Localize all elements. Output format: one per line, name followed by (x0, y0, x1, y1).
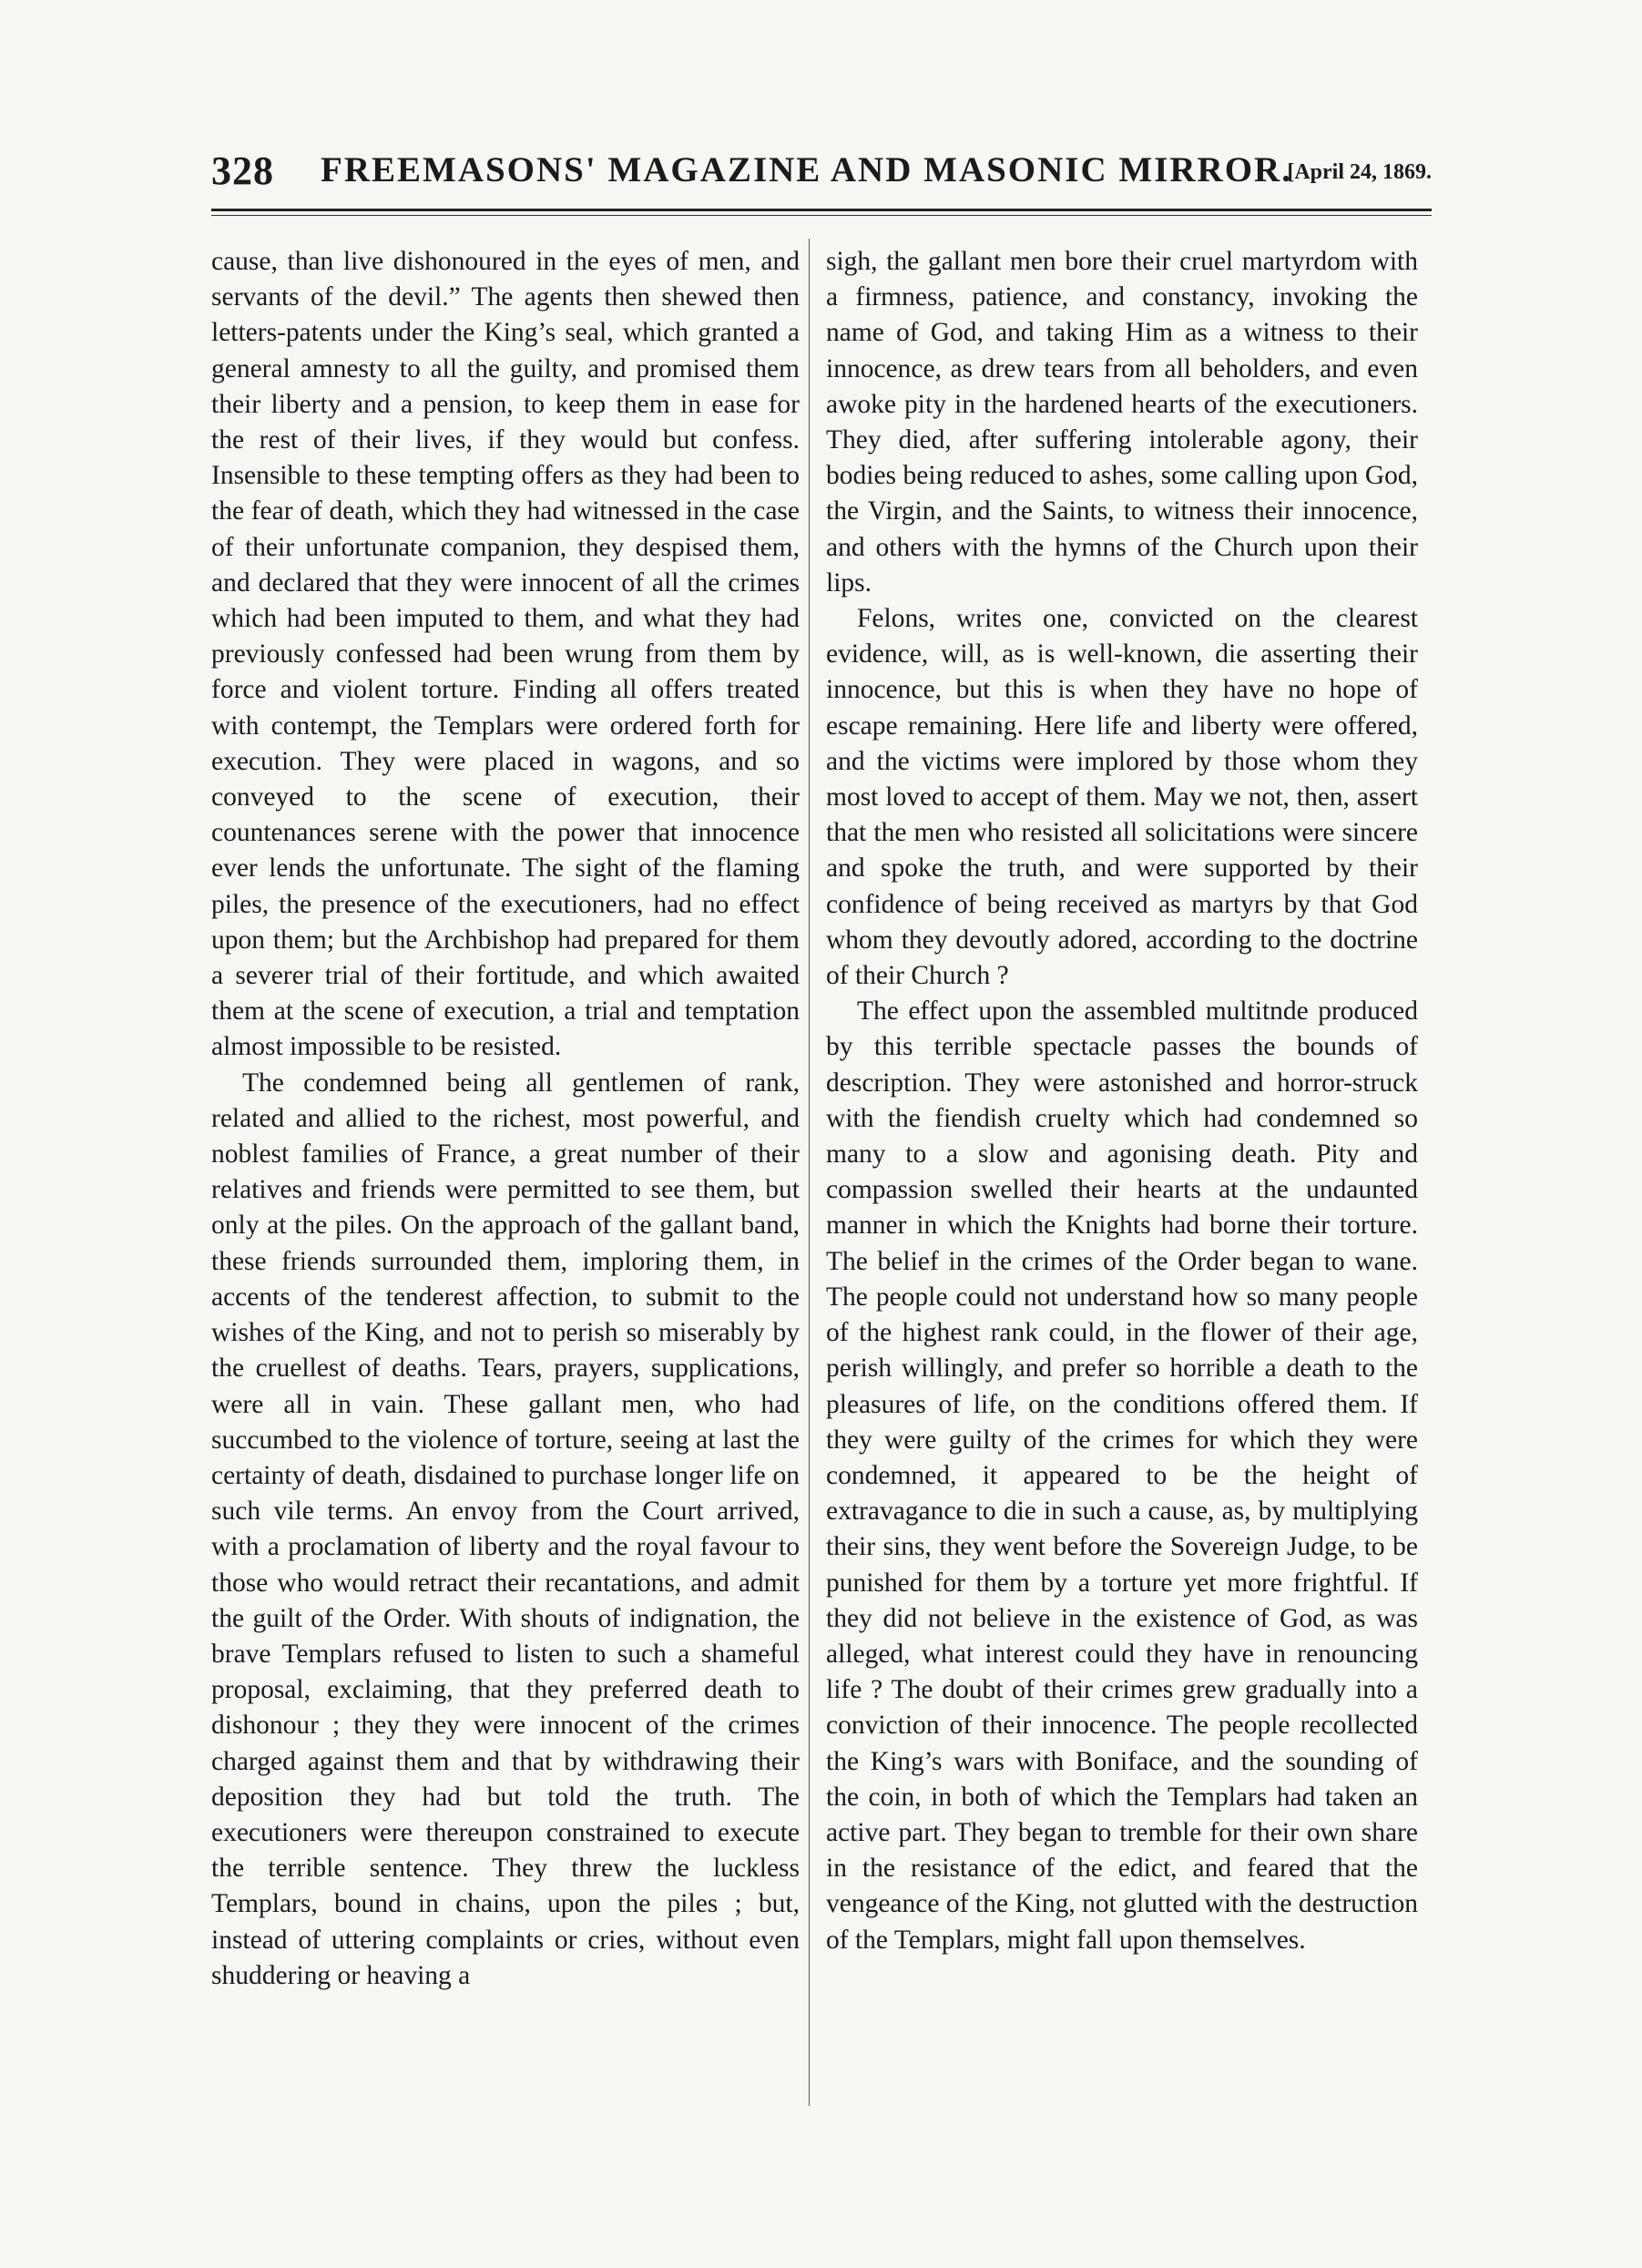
page-header (211, 148, 1432, 199)
left-column (211, 244, 800, 1994)
column-divider (809, 239, 810, 2106)
left-paragraph-1: cause, than live dishonoured in the eyes of men, and servants of the devil.” The agents then shewed then letters-patents under the King’s seal, which granted a general amnesty to all the guilty, and promised them their liberty and a pension, to keep them in ease for the rest of their lives, if they would but confess. Insensible to these tempting offers as they had been to the fear of death, which they had witnessed in the case of their unfortunate companion, they despised them, and declared that they were innocent of all the crimes which had been imputed to them, and what they had previously confessed had been wrung from them by force and violent torture. Finding all offers treated with contempt, the Templars were ordered forth for execution. They were placed in wagons, and so conveyed to the scene of execution, their countenances serene with the power that innocence ever lends the unfortunate. The sight of the flaming piles, the presence of the executioners, had no effect upon them; but the Archbishop had prepared for them a severer trial of their fortitude, and which awaited them at the scene of execution, a trial and temptation almost impossible to be resisted. (211, 247, 800, 1062)
left-paragraph-2: The condemned being all gentlemen of rank, related and allied to the richest, most powerful, and noblest families of France, a great number of their relatives and friends were permitted to see them, but only at the piles. On the approach of the gallant band, these friends surrounded them, imploring them, in accents of the tenderest affection, to submit to the wishes of the King, and not to perish so miserably by the cruellest of deaths. Tears, prayers, supplications, were all in vain. These gallant men, who had succumbed to the violence of torture, seeing at last the certainty of death, disdained to purchase longer life on such vile terms. An envoy from the Court arrived, with a proclamation of liberty and the royal favour to those who would retract their recantations, and admit the guilt of the Order. With shouts of indignation, the brave Templars refused to listen to such a shameful proposal, exclaiming, that they preferred death to dishonour ; they they were innocent of the crimes charged against them and that by withdrawing their deposition they had but told the truth. The executioners were thereupon constrained to execute the terrible sentence. They threw the luckless Templars, bound in chains, upon the piles ; but, instead of uttering complaints or cries, without even shuddering or heaving a (211, 1068, 800, 1990)
right-paragraph-1: sigh, the gallant men bore their cruel martyrdom with a firmness, patience, and constancy, invoking the name of God, and taking Him as a witness to their innocence, as drew tears from all beholders, and even awoke pity in the hardened hearts of the executioners. They died, after suffering intolerable agony, their bodies being reduced to ashes, some calling upon God, the Virgin, and the Saints, to witness their innocence, and others with the hymns of the Church upon their lips. (826, 247, 1418, 598)
running-title: FREEMASONS' MAGAZINE AND MASONIC MIRROR. (321, 150, 1292, 189)
page-number: 328 (211, 148, 274, 193)
issue-date: [April 24, 1869. (1287, 160, 1432, 184)
right-column (826, 244, 1418, 1958)
header-rule (211, 209, 1432, 211)
right-paragraph-3: The effect upon the assembled multitnde produced by this terrible spectacle passes the bounds of description. They were astonished and horror-struck with the fiendish cruelty which had condemned so many to a slow and agonising death. Pity and compassion swelled their hearts at the undaunted manner in which the Knights had borne their torture. The belief in the crimes of the Order began to wane. The people could not understand how so many people of the highest rank could, in the flower of their age, perish willingly, and prefer so horrible a death to the pleasures of life, on the conditions offered them. If they were guilty of the crimes for which they were condemned, it appeared to be the height of extravagance to die in such a cause, as, by multiplying their sins, they went before the Sovereign Judge, to be punished for them by a torture yet more frightful. If they did not believe in the existence of God, as was alleged, what interest could they have in renouncing life ? The doubt of their crimes grew gradually into a conviction of their innocence. The people recollected the King’s wars with Boniface, and the sounding of the coin, in both of which the Templars had taken an active part. They began to tremble for their own share in the resistance of the edict, and feared that the vengeance of the King, not glutted with the destruction of the Templars, might fall upon themselves. (826, 996, 1418, 1955)
header-rule-thin (211, 215, 1432, 216)
right-paragraph-2: Felons, writes one, convicted on the clearest evidence, will, as is well-known, die asserting their innocence, but this is when they have no hope of escape remaining. Here life and liberty were offered, and the victims were implored by those whom they most loved to accept of them. May we not, then, assert that the men who resisted all solicitations were sincere and spoke the truth, and were supported by their confidence of being received as martyrs by that God whom they devoutly adored, according to the doctrine of their Church ? (826, 604, 1418, 991)
